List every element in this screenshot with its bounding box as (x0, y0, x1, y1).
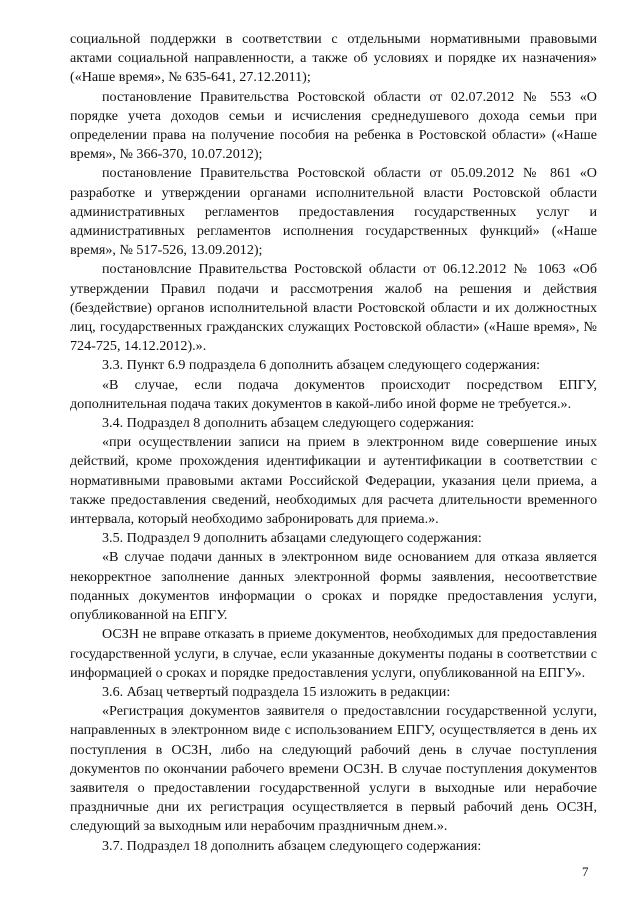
paragraph-3-5-text-1: «В случае подачи данных в электронном виде основанием для отказа является некорректное заполнение данных электронной формы заявления, несоответствие поданных документов информации о сроках и порядке предоставления услуги, опубликованной на ЕПГУ. (70, 549, 597, 624)
paragraph-resolution-861: постановление Правительства Ростовской области от 05.09.2012 № 861 «О разработке и утверждении органами исполнительной власти Ростовской области административных регламентов предоставления государственных услуг и административных регламентов исполнения государственных функций» («Наше время», № 517-526, 13.09.2012); (70, 165, 597, 259)
paragraph-3-3-text: «В случае, если подача документов происходит посредством ЕПГУ, дополнительная подача таких документов в какой-либо иной форме не требуется.». (70, 376, 597, 412)
paragraph-continuation: социальной поддержки в соответствии с отдельными нормативными правовыми актами социальной направленности, а также об условиях и порядке их назначения» («Наше время», № 635-641, 27.12.2011); (70, 31, 597, 86)
paragraph-3-5: 3.5. Подраздел 9 дополнить абзацами следующего содержания: (102, 530, 482, 547)
paragraph-3-3: 3.3. Пункт 6.9 подраздела 6 дополнить абзацем следующего содержания: (102, 357, 541, 374)
paragraph-3-4-text: «при осуществлении записи на прием в электронном виде совершение иных действий, кроме прохождения идентификации и аутентификации в соответствии с нормативными правовыми актами Российской Федерации, указания цели приема, а также предоставления сведений, необходимых для расчета длительности временного интервала, который необходимо забронировать для приема.». (70, 434, 597, 528)
paragraph-3-6: 3.6. Абзац четвертый подраздела 15 изложить в редакции: (102, 683, 451, 700)
page-number: 7 (582, 864, 589, 879)
paragraph-3-4: 3.4. Подраздел 8 дополнить абзацем следующего содержания: (102, 415, 475, 432)
paragraph-resolution-553: постановление Правительства Ростовской области от 02.07.2012 № 553 «О порядке учета доходов семьи и исчисления среднедушевого дохода семьи при определении права на получение пособия на ребенка в Ростовской области» («Наше время», № 366-370, 10.07.2012); (70, 88, 597, 163)
paragraph-3-6-text: «Регистрация документов заявителя о предоставлснии государственной услуги, направленных в электронном виде с использованием ЕПГУ, осуществляется в день их поступления в ОСЗН, либо на следующий рабочий день в случае поступления документов по окончании рабочего времени ОСЗН. В случае поступления документов заявителя о предоставлении государственной услуги в выходные или нерабочие праздничные дни их регистрация осуществляется в первый рабочий день ОСЗН, следующий за выходным или нерабочим праздничным днем.». (70, 703, 597, 835)
paragraph-3-5-text-2: ОСЗН не вправе отказать в приеме документов, необходимых для предоставления государственной услуги, в случае, если указанные документы поданы в соответствии с информацией о сроках и порядке предоставления услуги, опубликованной на ЕПГУ». (70, 626, 597, 681)
document-body (70, 30, 597, 856)
paragraph-3-7: 3.7. Подраздел 18 дополнить абзацем следующего содержания: (102, 837, 482, 854)
paragraph-resolution-1063: постановлсние Правительства Ростовской области от 06.12.2012 № 1063 «Об утверждении Правил подачи и рассмотрения жалоб на решения и действия (бездействие) органов исполнительной власти Ростовской области и их должностных лиц, государственных гражданских служащих Ростовской области» («Наше время», № 724-725, 14.12.2012).». (70, 261, 597, 355)
